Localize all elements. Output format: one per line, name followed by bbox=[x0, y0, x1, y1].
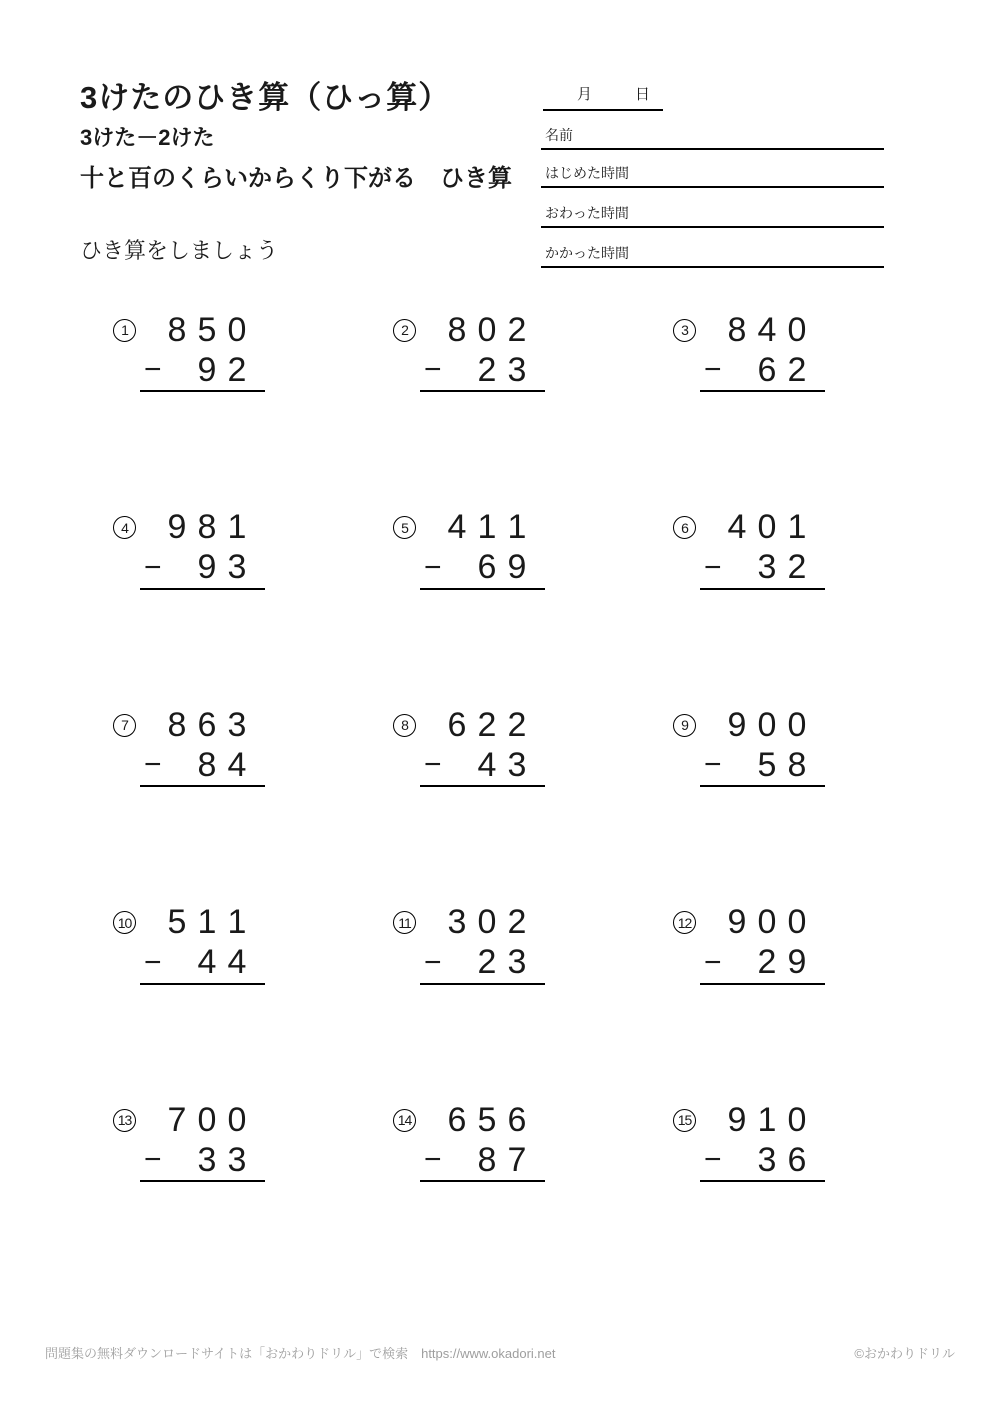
operand-digit: 0 bbox=[787, 1100, 807, 1139]
problem-4 bbox=[113, 508, 265, 590]
operand-digit: 3 bbox=[227, 705, 247, 744]
problem-6 bbox=[673, 508, 825, 590]
operand-digit: 6 bbox=[477, 548, 497, 586]
minuend-row bbox=[113, 310, 265, 350]
operand-digit: 1 bbox=[787, 508, 807, 546]
elapsed-time-field-label: かかった時間 bbox=[545, 245, 629, 261]
subtrahend bbox=[752, 548, 825, 587]
subtrahend bbox=[472, 351, 545, 390]
subtrahend-row bbox=[673, 745, 825, 785]
answer-line bbox=[420, 785, 545, 787]
operand-digit: 1 bbox=[197, 903, 217, 941]
subtrahend-row bbox=[673, 1140, 825, 1180]
operand-digit: 2 bbox=[507, 705, 527, 744]
problem-number-badge: 7 bbox=[113, 714, 136, 737]
operand-digit: 7 bbox=[167, 1100, 187, 1139]
problem-number-badge: 11 bbox=[393, 911, 416, 934]
answer-line bbox=[140, 983, 265, 985]
operand-digit: 6 bbox=[197, 705, 217, 744]
operand-digit: 0 bbox=[787, 705, 807, 744]
operand-digit: 0 bbox=[477, 903, 497, 941]
date-field bbox=[543, 78, 663, 111]
operand-digit: 9 bbox=[197, 548, 217, 586]
operand-digit: 5 bbox=[167, 903, 187, 941]
subtrahend bbox=[472, 943, 545, 982]
subtrahend-row bbox=[393, 943, 545, 983]
operand-digit: 2 bbox=[507, 903, 527, 941]
minuend bbox=[722, 311, 825, 350]
minus-sign: − bbox=[144, 550, 162, 584]
problem-number-badge: 2 bbox=[393, 319, 416, 342]
minuend bbox=[442, 1101, 545, 1140]
minuend bbox=[162, 508, 265, 547]
operand-digit: 3 bbox=[757, 1140, 777, 1179]
minuend bbox=[442, 706, 545, 745]
operand-digit: 3 bbox=[507, 943, 527, 981]
operand-digit: 2 bbox=[787, 548, 807, 586]
problem-number-badge: 3 bbox=[673, 319, 696, 342]
subtitle-digits: 3けた－2けた bbox=[80, 125, 215, 150]
operand-digit: 0 bbox=[757, 508, 777, 546]
subtrahend-row bbox=[113, 745, 265, 785]
operand-digit: 8 bbox=[197, 745, 217, 784]
operand-digit: 4 bbox=[227, 745, 247, 784]
operand-digit: 4 bbox=[227, 943, 247, 981]
minuend-row bbox=[393, 310, 545, 350]
problem-number-badge: 10 bbox=[113, 911, 136, 934]
minuend bbox=[162, 903, 265, 942]
subtrahend-row bbox=[113, 548, 265, 588]
answer-line bbox=[420, 588, 545, 590]
page-title: 3けたのひき算（ひっ算） bbox=[80, 80, 451, 115]
operand-digit: 9 bbox=[197, 350, 217, 389]
subtrahend bbox=[752, 746, 825, 785]
operand-digit: 9 bbox=[727, 1100, 747, 1139]
name-field-label: 名前 bbox=[545, 127, 573, 143]
problem-1 bbox=[113, 310, 265, 392]
operand-digit: 9 bbox=[787, 943, 807, 981]
operand-digit: 1 bbox=[227, 903, 247, 941]
operand-digit: 1 bbox=[507, 508, 527, 546]
footer-note: 問題集の無料ダウンロードサイトは「おかわりドリル」で検索 https://www.okadori.net bbox=[45, 1346, 556, 1361]
operand-digit: 6 bbox=[447, 1100, 467, 1139]
minuend-row bbox=[113, 1100, 265, 1140]
operand-digit: 6 bbox=[757, 350, 777, 389]
minus-sign: − bbox=[144, 945, 162, 979]
answer-line bbox=[420, 390, 545, 392]
subtrahend-row bbox=[113, 1140, 265, 1180]
minuend-row bbox=[673, 705, 825, 745]
minus-sign: − bbox=[704, 550, 722, 584]
problem-number-badge: 9 bbox=[673, 714, 696, 737]
operand-digit: 1 bbox=[477, 508, 497, 546]
minuend bbox=[722, 706, 825, 745]
minus-sign: − bbox=[424, 550, 442, 584]
operand-digit: 6 bbox=[787, 1140, 807, 1179]
problem-number-badge: 15 bbox=[673, 1109, 696, 1132]
operand-digit: 8 bbox=[167, 705, 187, 744]
problem-13 bbox=[113, 1100, 265, 1182]
operand-digit: 2 bbox=[477, 705, 497, 744]
subtrahend bbox=[192, 351, 265, 390]
operand-digit: 2 bbox=[787, 350, 807, 389]
problem-number-badge: 4 bbox=[113, 516, 136, 539]
minus-sign: − bbox=[424, 748, 442, 781]
problem-number-badge: 14 bbox=[393, 1109, 416, 1132]
minuend-row bbox=[673, 1100, 825, 1140]
minuend bbox=[442, 508, 545, 547]
minuend bbox=[162, 311, 265, 350]
problem-12 bbox=[673, 903, 825, 985]
operand-digit: 3 bbox=[507, 745, 527, 784]
problem-number-badge: 1 bbox=[113, 319, 136, 342]
subtrahend-row bbox=[673, 350, 825, 390]
answer-line bbox=[700, 785, 825, 787]
subtrahend bbox=[472, 548, 545, 587]
minuend-row bbox=[113, 508, 265, 548]
operand-digit: 3 bbox=[197, 1140, 217, 1179]
operand-digit: 2 bbox=[507, 310, 527, 349]
operand-digit: 7 bbox=[507, 1140, 527, 1179]
minuend bbox=[162, 1101, 265, 1140]
info-box bbox=[541, 0, 884, 285]
subtrahend bbox=[192, 1141, 265, 1180]
operand-digit: 9 bbox=[167, 508, 187, 546]
minus-sign: − bbox=[704, 1143, 722, 1176]
problem-9 bbox=[673, 705, 825, 787]
minus-sign: − bbox=[144, 1143, 162, 1176]
operand-digit: 0 bbox=[787, 310, 807, 349]
minus-sign: − bbox=[704, 945, 722, 979]
problem-7 bbox=[113, 705, 265, 787]
subtrahend-row bbox=[673, 943, 825, 983]
end-time-field-label: おわった時間 bbox=[545, 205, 629, 221]
operand-digit: 9 bbox=[727, 903, 747, 941]
answer-line bbox=[140, 588, 265, 590]
operand-digit: 9 bbox=[727, 705, 747, 744]
subtrahend bbox=[752, 351, 825, 390]
operand-digit: 6 bbox=[507, 1100, 527, 1139]
subtrahend bbox=[192, 943, 265, 982]
answer-line bbox=[140, 1180, 265, 1182]
problem-number-badge: 6 bbox=[673, 516, 696, 539]
operand-digit: 5 bbox=[477, 1100, 497, 1139]
month-label: 月 bbox=[577, 86, 593, 103]
answer-line bbox=[420, 983, 545, 985]
operand-digit: 6 bbox=[447, 705, 467, 744]
name-field bbox=[541, 122, 884, 150]
problem-11 bbox=[393, 903, 545, 985]
operand-digit: 9 bbox=[507, 548, 527, 586]
operand-digit: 0 bbox=[227, 1100, 247, 1139]
answer-line bbox=[700, 390, 825, 392]
problem-8 bbox=[393, 705, 545, 787]
operand-digit: 0 bbox=[757, 705, 777, 744]
operand-digit: 4 bbox=[727, 508, 747, 546]
subtrahend-row bbox=[113, 350, 265, 390]
minuend-row bbox=[393, 705, 545, 745]
answer-line bbox=[420, 1180, 545, 1182]
operand-digit: 1 bbox=[227, 508, 247, 546]
operand-digit: 3 bbox=[227, 1140, 247, 1179]
minus-sign: − bbox=[144, 748, 162, 781]
operand-digit: 3 bbox=[757, 548, 777, 586]
minus-sign: − bbox=[424, 353, 442, 386]
answer-line bbox=[140, 390, 265, 392]
operand-digit: 8 bbox=[197, 508, 217, 546]
operand-digit: 2 bbox=[477, 350, 497, 389]
operand-digit: 4 bbox=[447, 508, 467, 546]
operand-digit: 3 bbox=[227, 548, 247, 586]
subtrahend-row bbox=[673, 548, 825, 588]
footer-copyright: ©おかわりドリル bbox=[854, 1346, 955, 1361]
operand-digit: 2 bbox=[477, 943, 497, 981]
operand-digit: 0 bbox=[787, 903, 807, 941]
operand-digit: 5 bbox=[197, 310, 217, 349]
subtrahend-row bbox=[393, 745, 545, 785]
operand-digit: 0 bbox=[757, 903, 777, 941]
operand-digit: 4 bbox=[477, 745, 497, 784]
minuend-row bbox=[393, 1100, 545, 1140]
problem-3 bbox=[673, 310, 825, 392]
problem-14 bbox=[393, 1100, 545, 1182]
subtrahend-row bbox=[393, 548, 545, 588]
day-label: 日 bbox=[635, 86, 651, 103]
subtrahend-row bbox=[113, 943, 265, 983]
subtrahend bbox=[472, 746, 545, 785]
instruction-text: ひき算をしましょう bbox=[80, 238, 279, 263]
operand-digit: 8 bbox=[787, 745, 807, 784]
subtrahend bbox=[472, 1141, 545, 1180]
operand-digit: 3 bbox=[447, 903, 467, 941]
operand-digit: 8 bbox=[167, 310, 187, 349]
operand-digit: 8 bbox=[727, 310, 747, 349]
end-time-field bbox=[541, 200, 884, 228]
answer-line bbox=[140, 785, 265, 787]
minuend-row bbox=[393, 508, 545, 548]
subtrahend-row bbox=[393, 1140, 545, 1180]
minuend bbox=[722, 903, 825, 942]
operand-digit: 2 bbox=[757, 943, 777, 981]
minuend-row bbox=[393, 903, 545, 943]
operand-digit: 0 bbox=[227, 310, 247, 349]
minuend-row bbox=[113, 903, 265, 943]
minuend-row bbox=[673, 310, 825, 350]
operand-digit: 0 bbox=[477, 310, 497, 349]
elapsed-time-field bbox=[541, 240, 884, 268]
start-time-field-label: はじめた時間 bbox=[545, 165, 629, 181]
operand-digit: 2 bbox=[227, 350, 247, 389]
operand-digit: 1 bbox=[757, 1100, 777, 1139]
minus-sign: − bbox=[704, 353, 722, 386]
subtrahend-row bbox=[393, 350, 545, 390]
problem-10 bbox=[113, 903, 265, 985]
operand-digit: 3 bbox=[507, 350, 527, 389]
problem-15 bbox=[673, 1100, 825, 1182]
minuend bbox=[442, 903, 545, 942]
minuend bbox=[162, 706, 265, 745]
minuend bbox=[722, 1101, 825, 1140]
minuend bbox=[722, 508, 825, 547]
subtrahend bbox=[192, 548, 265, 587]
problem-2 bbox=[393, 310, 545, 392]
answer-line bbox=[700, 983, 825, 985]
minus-sign: − bbox=[424, 945, 442, 979]
minuend-row bbox=[673, 508, 825, 548]
minus-sign: − bbox=[144, 353, 162, 386]
subtrahend bbox=[752, 1141, 825, 1180]
start-time-field bbox=[541, 160, 884, 188]
minuend-row bbox=[673, 903, 825, 943]
operand-digit: 0 bbox=[197, 1100, 217, 1139]
subtitle-type: 十と百のくらいからくり下がる ひき算 bbox=[80, 165, 512, 192]
minuend-row bbox=[113, 705, 265, 745]
operand-digit: 4 bbox=[757, 310, 777, 349]
answer-line bbox=[700, 1180, 825, 1182]
minus-sign: − bbox=[424, 1143, 442, 1176]
problem-number-badge: 12 bbox=[673, 911, 696, 934]
subtrahend bbox=[752, 943, 825, 982]
subtrahend bbox=[192, 746, 265, 785]
operand-digit: 4 bbox=[197, 943, 217, 981]
minus-sign: − bbox=[704, 748, 722, 781]
problem-5 bbox=[393, 508, 545, 590]
problem-number-badge: 13 bbox=[113, 1109, 136, 1132]
answer-line bbox=[700, 588, 825, 590]
minuend bbox=[442, 311, 545, 350]
operand-digit: 8 bbox=[447, 310, 467, 349]
operand-digit: 5 bbox=[757, 745, 777, 784]
problem-number-badge: 5 bbox=[393, 516, 416, 539]
operand-digit: 8 bbox=[477, 1140, 497, 1179]
problem-number-badge: 8 bbox=[393, 714, 416, 737]
